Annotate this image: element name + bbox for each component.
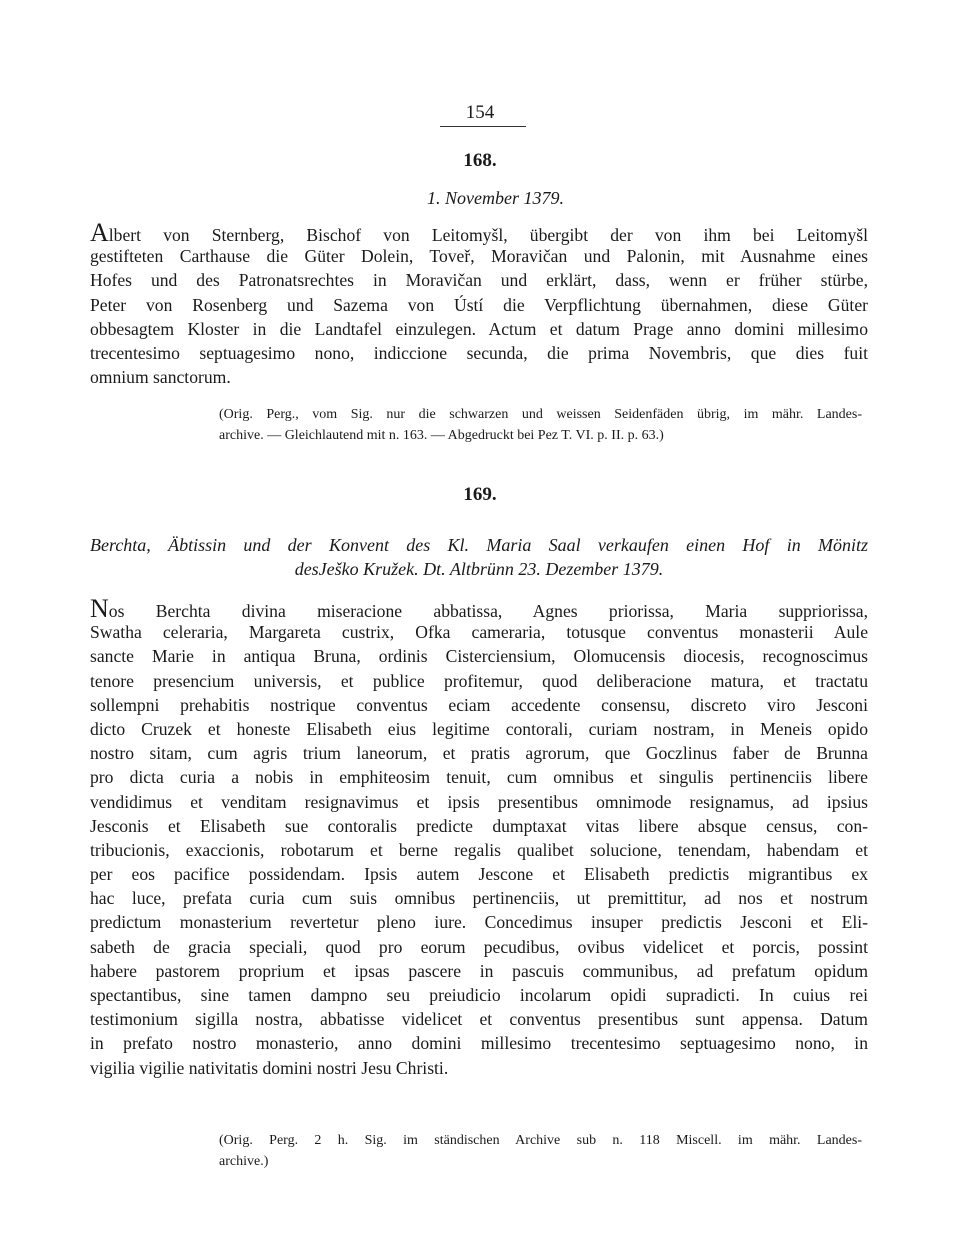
note-line: archive. — Gleichlautend mit n. 163. — Abgedruckt bei Pez T. VI. p. II. p. 63.) — [219, 428, 664, 443]
text-line: gestifteten Carthause die Güter Dolein, Toveř, Moravičan und Palonin, mit Ausnahme eines — [90, 246, 868, 267]
text-line: sancte Marie in antiqua Bruna, ordinis Cisterciensium, Olomucensis diocesis, recognoscimus — [90, 646, 868, 667]
text-line: predictum monasterium revertetur pleno iure. Concedimus insuper predictis Jesconi et Eli- — [90, 912, 868, 933]
page-number-rule — [440, 126, 526, 127]
drop-cap: A — [90, 218, 109, 247]
text-line: pro dicta curia a nobis in emphiteosim tenuit, cum omnibus et singulis pertinenciis libere — [90, 767, 868, 788]
text-line: spectantibus, sine tamen dampno seu preiudicio incolarum opidi supradicti. In cuius rei — [90, 985, 868, 1005]
text-line: in prefato nostro monasterio, anno domini millesimo trecentesimo septuagesimo nono, in — [90, 1033, 868, 1054]
text-line: tribucionis, exaccionis, robotarum et berne regalis qualibet solucione, tenendam, habendam et — [90, 839, 868, 860]
document-text-169 — [90, 596, 868, 1080]
text-line: omnium sanctorum. — [90, 367, 231, 388]
source-note-169 — [219, 1130, 862, 1172]
text-line: dicto Cruzek et honeste Elisabeth eius legitime contorali, curiam nostram, in Meneis opido — [90, 718, 868, 739]
summary-line: desJeško Kružek. Dt. Altbrünn 23. Dezember 1379. — [294, 559, 664, 579]
drop-cap: N — [90, 594, 109, 623]
text-line: Nos Berchta divina miseracione abbatissa, Agnes priorissa, Maria suppriorissa, — [90, 594, 868, 623]
summary-line: Berchta, Äbtissin und der Konvent des Kl. Maria Saal verkaufen einen Hof in Mönitz — [90, 535, 868, 555]
text-line: trecentesimo septuagesimo nono, indiccione secunda, die prima Novembris, que dies fuit — [90, 342, 868, 363]
text-line: tenore presencium universis, et publice profitemur, quod deliberacione matura, et tractatu — [90, 670, 868, 691]
text-line: testimonium sigilla nostra, abbatisse videlicet et conventus presentibus sunt appensa. Datum — [90, 1009, 868, 1030]
page-number: 154 — [465, 102, 495, 123]
note-line: archive.) — [219, 1154, 269, 1169]
text-line: Hofes und des Patronatsrechtes in Moravičan und erklärt, dass, wenn er früher stürbe, — [90, 270, 868, 291]
text-line: vigilia vigilie nativitatis domini nostri Jesu Christi. — [90, 1057, 449, 1078]
text-line: obbesagtem Kloster in die Landtafel einzulegen. Actum et datum Prage anno domini millesimo — [90, 318, 868, 339]
source-note-168 — [219, 404, 862, 446]
text-line: sollempni prehabitis nostrique conventus eciam accedente consensu, discreto viro Jesconi — [90, 694, 868, 715]
document-date-168: 1. November 1379. — [427, 188, 564, 208]
document-summary-169 — [90, 533, 868, 581]
text-line: sabeth de gracia speciali, quod pro eorum pecudibus, ovibus videlicet et porcis, possint — [90, 936, 868, 957]
text-line: Swatha celeraria, Margareta custrix, Ofka cameraria, totusque conventus monasterii Aule — [90, 622, 868, 643]
note-line: (Orig. Perg. 2 h. Sig. im ständischen Archive sub n. 118 Miscell. im mähr. Landes- — [219, 1133, 862, 1148]
text-line: nostro sitam, cum agris trium laneorum, et pratis agrorum, que Goczlinus faber de Brunna — [90, 743, 868, 764]
document-number-169: 169. — [463, 484, 497, 505]
text-line: Jesconis et Elisabeth sue contoralis predicte dumptaxat vitas libere absque census, con- — [90, 815, 868, 836]
text-line: vendidimus et venditam resignavimus et ipsis presentibus omnimode resignamus, ad ipsius — [90, 791, 868, 812]
text-line: Peter von Rosenberg und Sazema von Ústí die Verpflichtung übernahmen, diese Güter — [90, 294, 868, 315]
document-number-168: 168. — [463, 150, 497, 171]
document-text-168 — [90, 220, 868, 389]
text-line: habere pastorem proprium et ipsas pascere in pascuis communibus, ad prefatum opidum — [90, 960, 868, 981]
text-line: Albert von Sternberg, Bischof von Leitomyšl, übergibt der von ihm bei Leitomyšl — [90, 218, 868, 247]
note-line: (Orig. Perg., vom Sig. nur die schwarzen und weissen Seidenfäden übrig, im mähr. Landes- — [219, 407, 862, 422]
text-line: hac luce, prefata curia cum suis omnibus pertinenciis, ut premittitur, ad nos et nostrum — [90, 888, 868, 909]
text-line: per eos pacifice possidendam. Ipsis autem Jescone et Elisabeth predictis migrantibus ex — [90, 864, 868, 885]
